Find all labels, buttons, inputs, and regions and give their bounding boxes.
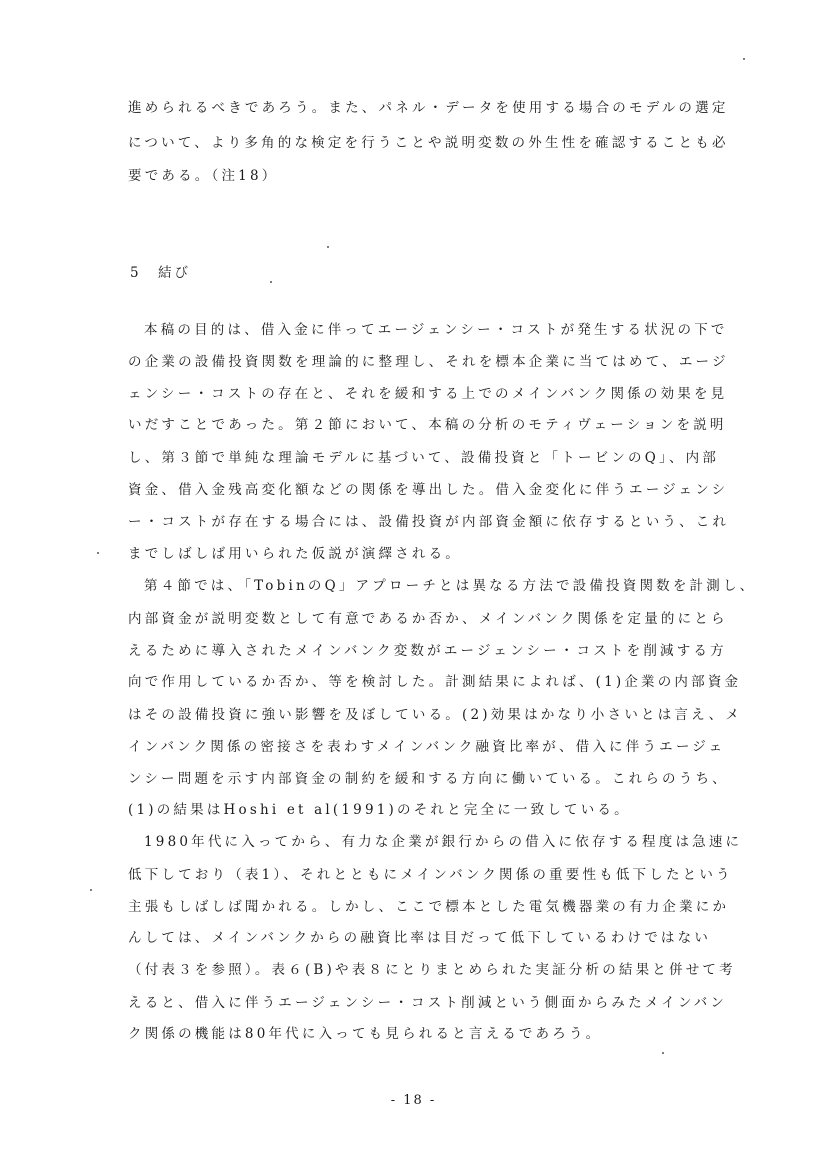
scan-speck xyxy=(97,552,99,554)
body-text-line: いだすことであった。第２節において、本稿の分析のモティヴェーションを説明 xyxy=(128,417,727,433)
body-text-line: ー・コストが存在する場合には、設備投資が内部資金額に依存するという、これ xyxy=(128,514,730,530)
scan-speck xyxy=(743,58,745,60)
scan-speck xyxy=(270,281,272,283)
body-text-line: 低下しており（表1）、それとともにメインバンク関係の重要性も低下したという xyxy=(128,867,733,883)
body-text-line: （付表３を参照）。表６(B)や表８にとりまとめられた実証分析の結果と併せて考 xyxy=(128,962,736,978)
body-text-line: 1980年代に入ってから、有力な企業が銀行からの借入に依存する程度は急速に xyxy=(144,834,743,850)
scan-speck xyxy=(327,246,329,248)
body-text-line: 要である。（注18） xyxy=(128,168,279,184)
body-text-line: 内部資金が説明変数として有意であるか否か、メインバンク関係を定量的にとら xyxy=(128,611,728,627)
body-text-line: インバンク関係の密接さを表わすメインバンク融資比率が、借入に伴うエージェ xyxy=(128,739,726,755)
body-text-line: 主張もしばしば聞かれる。しかし、ここで標本とした電気機器業の有力企業にか xyxy=(128,899,730,915)
body-text-line: 資金、借入金残高変化額などの関係を導出した。借入金変化に伴うエージェンシ xyxy=(128,482,729,498)
body-text-line: ェンシー・コストの存在と、それを緩和する上でのメインバンク関係の効果を見 xyxy=(128,386,728,402)
body-text-line: ク関係の機能は80年代に入っても見られると言えるであろう。 xyxy=(128,1026,603,1042)
body-text-line: し、第３節で単純な理論モデルに基づいて、設備投資と「トービンのQ」、内部 xyxy=(128,450,720,466)
body-text-line: えると、借入に伴うエージェンシー・コスト削減という側面からみたメインバン xyxy=(128,995,728,1011)
body-text-line: んしては、メインバンクからの融資比率は目だって低下しているわけではない xyxy=(128,930,712,946)
section-number: 5 xyxy=(130,265,142,281)
section-title: 結び xyxy=(158,265,191,281)
scan-speck xyxy=(662,1052,664,1054)
body-text-line: 第４節では、「TobinのQ」アプローチとは異なる方法で設備投資関数を計測し、 xyxy=(144,578,757,594)
body-text-line: (1)の結果はHoshi et al(1991)のそれと完全に一致している。 xyxy=(128,802,631,818)
body-text-line: について、より多角的な検定を行うことや説明変数の外生性を確認することも必 xyxy=(128,135,729,151)
body-text-line: ンシー問題を示す内部資金の制約を緩和する方向に働いている。これらのうち、 xyxy=(128,771,729,787)
page-number: - 18 - xyxy=(390,1093,437,1108)
body-text-line: 進められるべきであろう。また、パネル・データを使用する場合のモデルの選定 xyxy=(128,100,729,116)
body-text-line: の企業の設備投資関数を理論的に整理し、それを標本企業に当てはめて、エージ xyxy=(128,354,729,370)
section-heading xyxy=(130,263,191,283)
body-text-line: えるために導入されたメインバンク変数がエージェンシー・コストを削減する方 xyxy=(128,643,727,659)
body-text-line: までしばしば用いられた仮説が演繹される。 xyxy=(128,546,462,562)
body-text-line: 向で作用しているか否か、等を検討した。計測結果によれば、(1)企業の内部資金 xyxy=(128,674,742,690)
body-text-line: はその設備投資に強い影響を及ぼしている。(2)効果はかなり小さいとは言え、メ xyxy=(128,707,743,723)
body-text-line: 本稿の目的は、借入金に伴ってエージェンシー・コストが発生する状況の下で xyxy=(144,322,728,338)
scan-speck xyxy=(90,889,92,891)
